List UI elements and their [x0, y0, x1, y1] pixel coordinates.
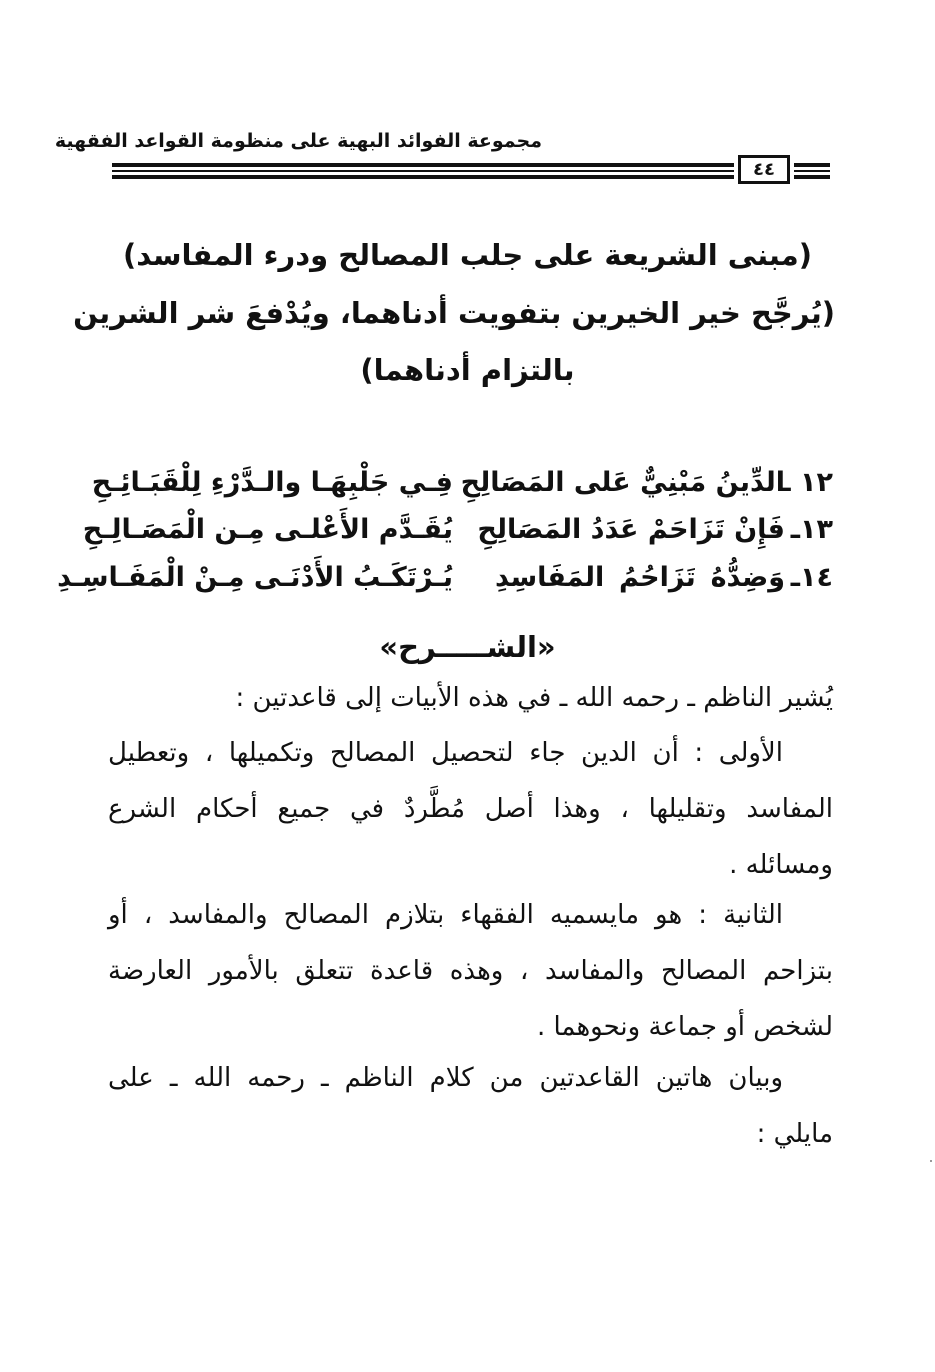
verse-second-hemistich: يُقَـدَّم الأَعْلـى مِـن الْمَصَـالِـحِ	[82, 514, 453, 545]
verse-14	[57, 553, 833, 603]
second-rule-paragraph	[108, 887, 833, 1055]
scan-speck	[930, 1160, 932, 1162]
paragraph-line: بتزاحم المصالح والمفاسد ، وهذه قاعدة تتعلق بالأمور العارضة	[108, 956, 833, 986]
verse-first-hemistich: فَإِنْ تَزَاحَمْ عَدَدُ المَصَالِحِ	[477, 514, 785, 545]
header-rule	[112, 163, 734, 167]
paragraph-line: لشخص أو جماعة ونحوهما .	[536, 1012, 833, 1042]
paragraph-line: ومسائله .	[729, 850, 833, 880]
paragraph-line: مايلي :	[756, 1119, 833, 1149]
first-rule-paragraph	[108, 725, 833, 893]
paragraph-line: وبيان هاتين القاعدتين من كلام الناظم ـ رحمه الله ـ على	[108, 1063, 783, 1093]
verse-first-hemistich: الدِّينُ مَبْنِيٌّ عَلى المَصَالِحِ	[460, 467, 785, 498]
verse-number: ١٤ـ	[790, 562, 833, 593]
section-title-line-3: بالتزام أدناهما)	[360, 353, 575, 387]
section-title-line-2: (يُرجَّح خير الخيرين بتفويت أدناهما، ويُدْفعَ شر الشرين	[73, 296, 835, 330]
verse-second-hemistich: يُـرْتَكَـبُ الأَدْنَـى مِـنْ الْمَفَـاسِـدِ	[57, 562, 453, 593]
header-rule	[794, 163, 830, 167]
verse-number: ١٢ ـ	[781, 467, 833, 498]
header-rule	[112, 170, 734, 172]
verse-13	[82, 505, 833, 555]
section-title-line-1: (مبنى الشريعة على جلب المصالح ودرء المفاسد)	[123, 238, 812, 272]
paragraph-line: يُشير الناظم ـ رحمه الله ـ في هذه الأبيات إلى قاعدتين :	[235, 683, 833, 713]
page-number: ٤٤	[738, 155, 790, 184]
header-rule	[794, 175, 830, 179]
verse-12	[91, 458, 833, 508]
verse-first-hemistich: وَضِدُّهُ تَزَاحُمُ المَفَاسِدِ	[495, 562, 785, 593]
paragraph-line: الثانية : هو مايسميه الفقهاء بتلازم المصالح والمفاسد ، أو	[108, 900, 783, 930]
header-rule	[794, 170, 830, 172]
paragraph-line: المفاسد وتقليلها ، وهذا أصل مُطَّردٌ في جميع أحكام الشرع	[108, 794, 833, 824]
explanation-paragraph	[108, 1050, 833, 1162]
intro-paragraph	[108, 670, 833, 726]
verse-number: ١٣ـ	[790, 514, 833, 545]
verse-second-hemistich: فِـي جَلْبِهَـا والـدَّرْءِ لِلْقَبَـائِـحِ	[91, 467, 453, 498]
header-rule	[112, 175, 734, 179]
paragraph-line: الأولى : أن الدين جاء لتحصيل المصالح وتكميلها ، وتعطيل	[108, 738, 783, 768]
running-header-title: مجموعة الفوائد البهية على منظومة القواعد الفقهية	[54, 130, 542, 152]
commentary-heading: «الشـــــرح»	[379, 630, 556, 664]
